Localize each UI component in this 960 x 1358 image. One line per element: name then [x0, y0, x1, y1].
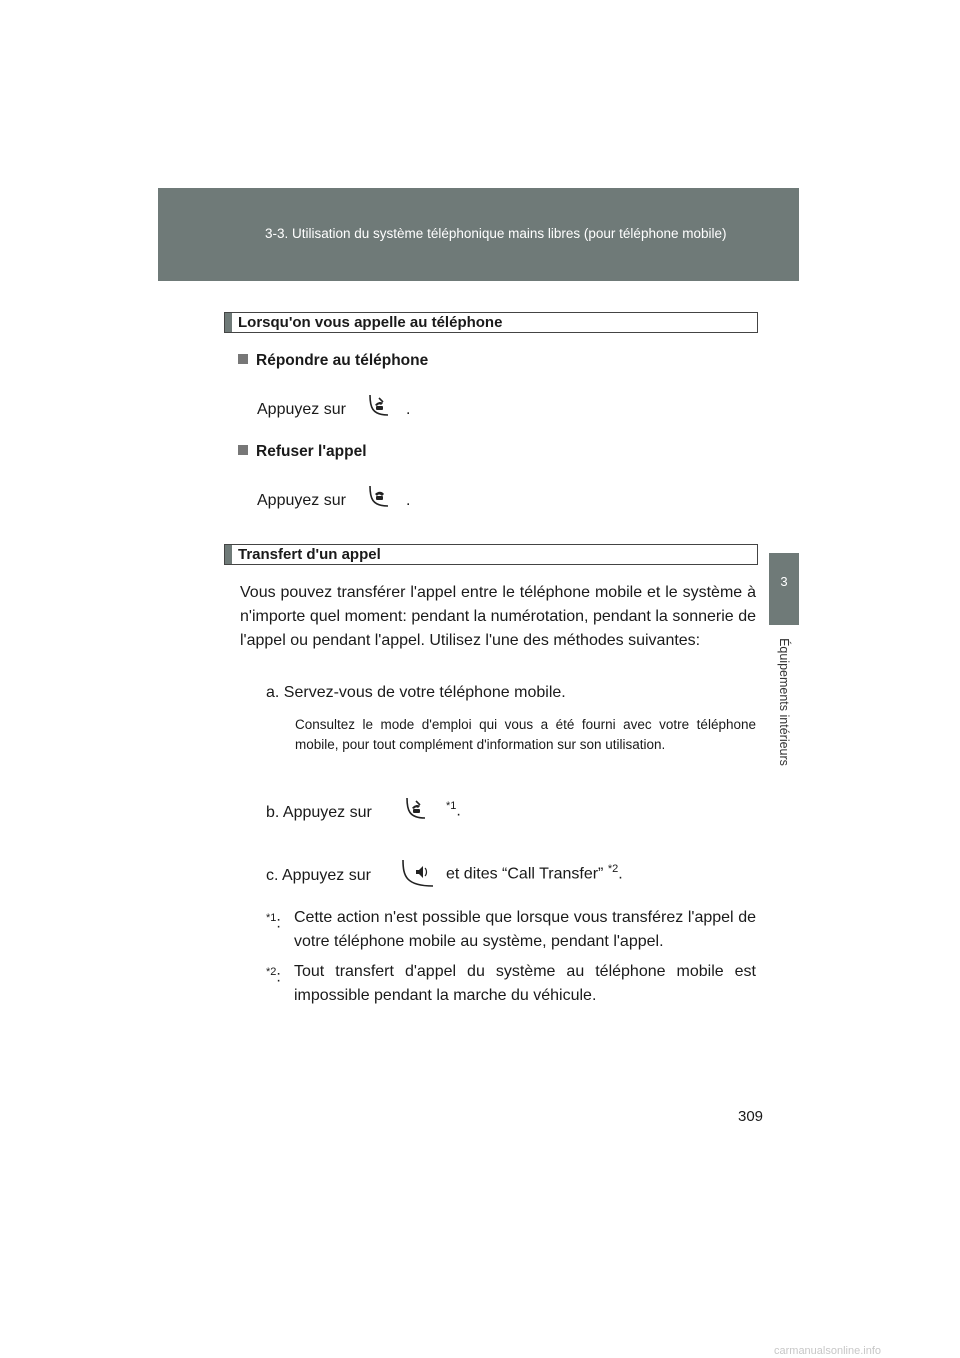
footnote-1-marker	[266, 906, 281, 935]
footnote-2-marker	[266, 960, 281, 989]
answer-period: .	[406, 401, 411, 418]
footnote-1-colon: :	[276, 914, 281, 932]
section-title-call-transfer	[224, 544, 758, 565]
refuse-instruction: Appuyez sur	[257, 492, 346, 509]
section-title-text: Transfert d'un appel	[238, 546, 381, 563]
chapter-number: 3	[780, 574, 788, 589]
step-a-note: Consultez le mode d'emploi qui vous a été fourni avec votre téléphone mobile, pour tout complément d'information sur son utilisation.	[295, 717, 756, 752]
footnote-1-number: *1	[266, 912, 277, 924]
subheading-refuse-text: Refuser l'appel	[256, 443, 367, 460]
footnote-2	[266, 960, 756, 1008]
phone-hangup-icon	[366, 484, 392, 510]
section-title-incoming-call	[224, 312, 758, 333]
square-bullet-icon	[238, 354, 248, 364]
footnote-2-number: *2	[266, 966, 277, 978]
step-b-period: .	[456, 802, 461, 820]
step-b-footnote-ref	[446, 800, 461, 820]
voice-talk-switch-icon	[400, 858, 436, 890]
section-title-text: Lorsqu'on vous appelle au téléphone	[238, 314, 503, 331]
step-c-text: c. Appuyez sur	[266, 867, 371, 884]
section-title-marker	[225, 313, 232, 332]
footnote-ref-2: *2	[607, 863, 619, 875]
footnote-1-text: Cette action n'est possible que lorsque vous transférez l'appel de votre téléphone mobile au système, pendant l'appel.	[294, 909, 756, 950]
refuse-period: .	[406, 492, 411, 509]
section-title-marker	[225, 545, 232, 564]
breadcrumb: 3-3. Utilisation du système téléphonique mains libres (pour téléphone mobile)	[265, 226, 727, 241]
footnote-1	[266, 906, 756, 954]
phone-pickup-icon	[366, 393, 392, 419]
step-c-suffix	[446, 863, 623, 883]
subheading-answer	[238, 352, 428, 370]
chapter-tab	[769, 553, 799, 625]
square-bullet-icon	[238, 445, 248, 455]
subheading-answer-text: Répondre au téléphone	[256, 352, 429, 369]
phone-pickup-icon	[403, 796, 429, 822]
step-c-middle: et dites “Call Transfer”	[446, 865, 604, 883]
step-c-period: .	[618, 865, 623, 883]
subheading-refuse	[238, 443, 367, 461]
step-b-text: b. Appuyez sur	[266, 804, 372, 821]
transfer-intro: Vous pouvez transférer l'appel entre le téléphone mobile et le système à n'importe quel moment: pendant la numérotation, pendant la sonnerie de l'appel ou pendant l'appel. Utilisez l'une des méthodes suivantes:	[240, 584, 756, 649]
page-number: 309	[738, 1108, 764, 1125]
chapter-label: Équipements intérieurs	[777, 638, 791, 766]
step-a: a. Servez-vous de votre téléphone mobile.	[266, 684, 566, 701]
answer-instruction: Appuyez sur	[257, 401, 346, 418]
footnote-ref-1: *1	[446, 800, 457, 812]
watermark: carmanualsonline.info	[774, 1345, 882, 1357]
footnote-2-colon: :	[276, 968, 281, 986]
footnote-2-text: Tout transfert d'appel du système au téléphone mobile est impossible pendant la marche du véhicule.	[294, 963, 756, 1004]
